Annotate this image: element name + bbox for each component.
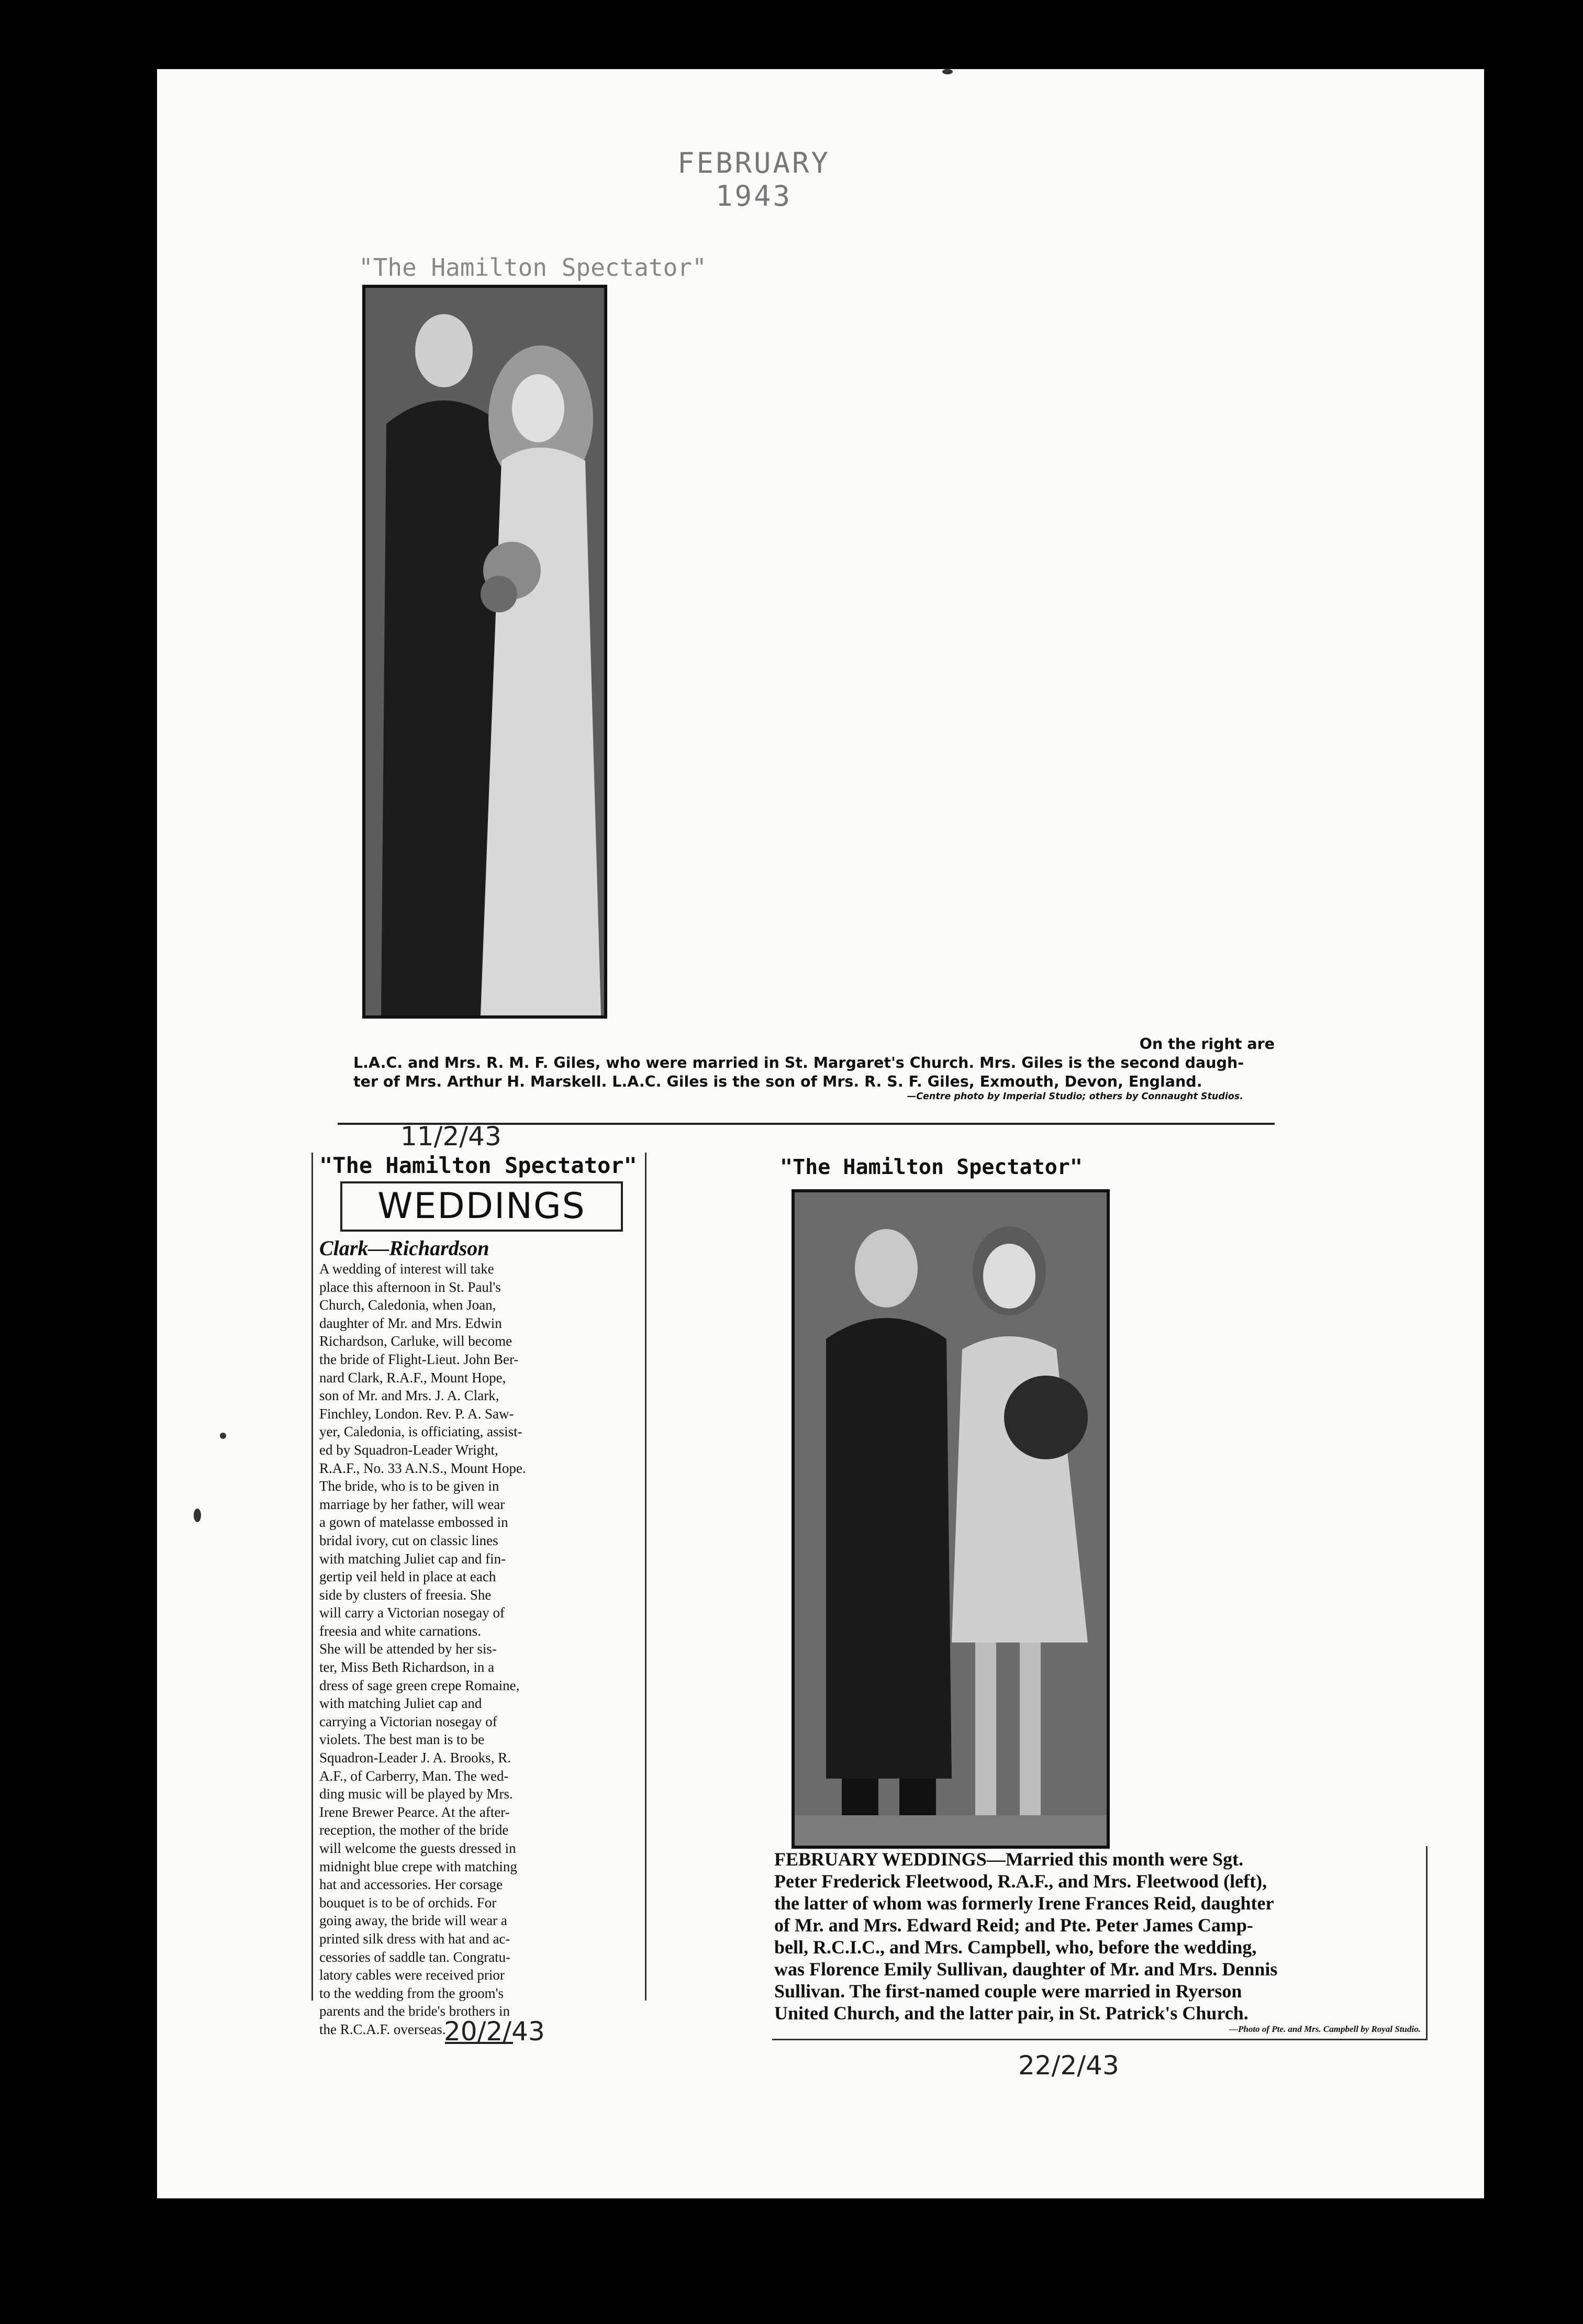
- article-line: printed silk dress with hat and ac-: [319, 1930, 510, 1947]
- weddings-heading: WEDDINGS: [340, 1181, 623, 1232]
- article-line: yer, Caledonia, is officiating, assist-: [319, 1424, 522, 1440]
- article-line: with matching Juliet cap and fin-: [319, 1550, 506, 1567]
- caption-line: Sullivan. The first-named couple were married in Ryerson: [774, 1981, 1242, 2002]
- caption-line: was Florence Emily Sullivan, daughter of Mr. and Mrs. Dennis: [774, 1959, 1278, 1980]
- scan-speck: [194, 1509, 201, 1522]
- article-line: latory cables were received prior: [319, 1967, 505, 1983]
- article-line: R.A.F., No. 33 A.N.S., Mount Hope.: [319, 1460, 526, 1476]
- article-line: ed by Squadron-Leader Wright,: [319, 1442, 498, 1458]
- article-line: daughter of Mr. and Mrs. Edwin: [319, 1315, 502, 1331]
- couple-portrait-icon: [795, 1192, 1107, 1846]
- article-line: side by clusters of freesia. She: [319, 1586, 492, 1603]
- photo-credit: —Photo of Pte. and Mrs. Campbell by Royal Studio.: [1229, 2024, 1421, 2034]
- photo-credit: —Centre photo by Imperial Studio; others by Connaught Studios.: [907, 1091, 1243, 1102]
- article-line: place this afternoon in St. Paul's: [319, 1279, 501, 1295]
- article-subhead: Clark—Richardson: [319, 1236, 489, 1260]
- article-line: dress of sage green crepe Romaine,: [319, 1677, 520, 1693]
- page-header-stamp: FEBRUARY 1943: [677, 147, 831, 213]
- scan-speck: [220, 1433, 226, 1439]
- article-line: going away, the bride will wear a: [319, 1913, 507, 1929]
- article-line: bouquet is to be of orchids. For: [319, 1894, 497, 1910]
- article-line: ding music will be played by Mrs.: [319, 1786, 513, 1802]
- caption-line: —Married this month were Sgt.: [986, 1849, 1244, 1870]
- right-clipping-date: 22/2/43: [1018, 2050, 1119, 2081]
- article-line: nard Clark, R.A.F., Mount Hope,: [319, 1369, 506, 1386]
- article-line: to the wedding from the groom's: [319, 1985, 504, 2001]
- article-line: A.F., of Carberry, Man. The wed-: [319, 1768, 509, 1784]
- caption-line: bell, R.C.I.C., and Mrs. Campbell, who, before the wedding,: [774, 1937, 1257, 1958]
- article-line: bridal ivory, cut on classic lines: [319, 1532, 498, 1548]
- article-line: The bride, who is to be given in: [319, 1478, 499, 1494]
- article-line: She will be attended by her sis-: [319, 1641, 497, 1657]
- top-clipping-caption: [338, 1035, 1275, 1125]
- article-line: gertip veil held in place at each: [319, 1569, 496, 1585]
- article-line: Richardson, Carluke, will become: [319, 1333, 512, 1349]
- caption-line: On the right are: [1139, 1035, 1275, 1053]
- article-line: Church, Caledonia, when Joan,: [319, 1297, 496, 1313]
- left-clipping-source: "The Hamilton Spectator": [319, 1153, 637, 1178]
- caption-line: ter of Mrs. Arthur H. Marskell. L.A.C. Giles is the son of Mrs. R. S. F. Giles, Exmouth, Devon, England.: [353, 1073, 1202, 1090]
- article-line: violets. The best man is to be: [319, 1731, 485, 1748]
- top-clipping-date: 11/2/43: [400, 1121, 501, 1152]
- top-clipping-source: "The Hamilton Spectator": [359, 253, 707, 282]
- article-line: freesia and white carnations.: [319, 1623, 481, 1639]
- article-line: a gown of matelasse embossed in: [319, 1514, 508, 1530]
- caption-line: the latter of whom was formerly Irene Frances Reid, daughter: [774, 1893, 1274, 1914]
- scan-speck: [942, 69, 953, 74]
- article-line: marriage by her father, will wear: [319, 1496, 505, 1512]
- scrapbook-page: [157, 69, 1484, 2198]
- fleetwood-wedding-photo: [791, 1189, 1110, 1849]
- caption-line: of Mr. and Mrs. Edward Reid; and Pte. Peter James Camp-: [774, 1915, 1253, 1936]
- couple-portrait-icon: [365, 288, 604, 1015]
- article-line: Irene Brewer Pearce. At the after-: [319, 1804, 510, 1820]
- article-line: reception, the mother of the bride: [319, 1822, 509, 1838]
- article-line: Finchley, London. Rev. P. A. Saw-: [319, 1405, 514, 1422]
- article-line: will welcome the guests dressed in: [319, 1840, 516, 1856]
- article-body: [319, 1260, 639, 2039]
- article-line: son of Mr. and Mrs. J. A. Clark,: [319, 1388, 499, 1404]
- article-line: Squadron-Leader J. A. Brooks, R.: [319, 1750, 511, 1766]
- article-line: midnight blue crepe with matching: [319, 1858, 517, 1874]
- caption-line: L.A.C. and Mrs. R. M. F. Giles, who were married in St. Margaret's Church. Mrs. Giles is the second daugh-: [353, 1054, 1244, 1071]
- giles-wedding-photo: [362, 285, 607, 1019]
- article-line: with matching Juliet cap and: [319, 1695, 482, 1712]
- left-clipping-date: 20/2/43: [444, 2016, 545, 2047]
- right-clipping-source: "The Hamilton Spectator": [780, 1155, 1083, 1179]
- article-line: will carry a Victorian nosegay of: [319, 1605, 505, 1621]
- february-weddings-caption: [772, 1846, 1428, 2040]
- article-line: ter, Miss Beth Richardson, in a: [319, 1659, 495, 1675]
- article-line: A wedding of interest will take: [319, 1261, 494, 1277]
- article-line: cessories of saddle tan. Congratu-: [319, 1949, 511, 1965]
- caption-lead: FEBRUARY WEDDINGS: [774, 1849, 987, 1870]
- article-line: the bride of Flight-Lieut. John Ber-: [319, 1351, 519, 1367]
- article-line: parents and the bride's brothers in: [319, 2003, 510, 2019]
- article-line: hat and accessories. Her corsage: [319, 1876, 503, 1893]
- article-line: the R.C.A.F. overseas.: [319, 2021, 446, 2037]
- article-line: carrying a Victorian nosegay of: [319, 1713, 497, 1729]
- caption-line: Peter Frederick Fleetwood, R.A.F., and Mrs. Fleetwood (left),: [774, 1871, 1267, 1892]
- caption-line: United Church, and the latter pair, in St. Patrick's Church.: [774, 2003, 1248, 2024]
